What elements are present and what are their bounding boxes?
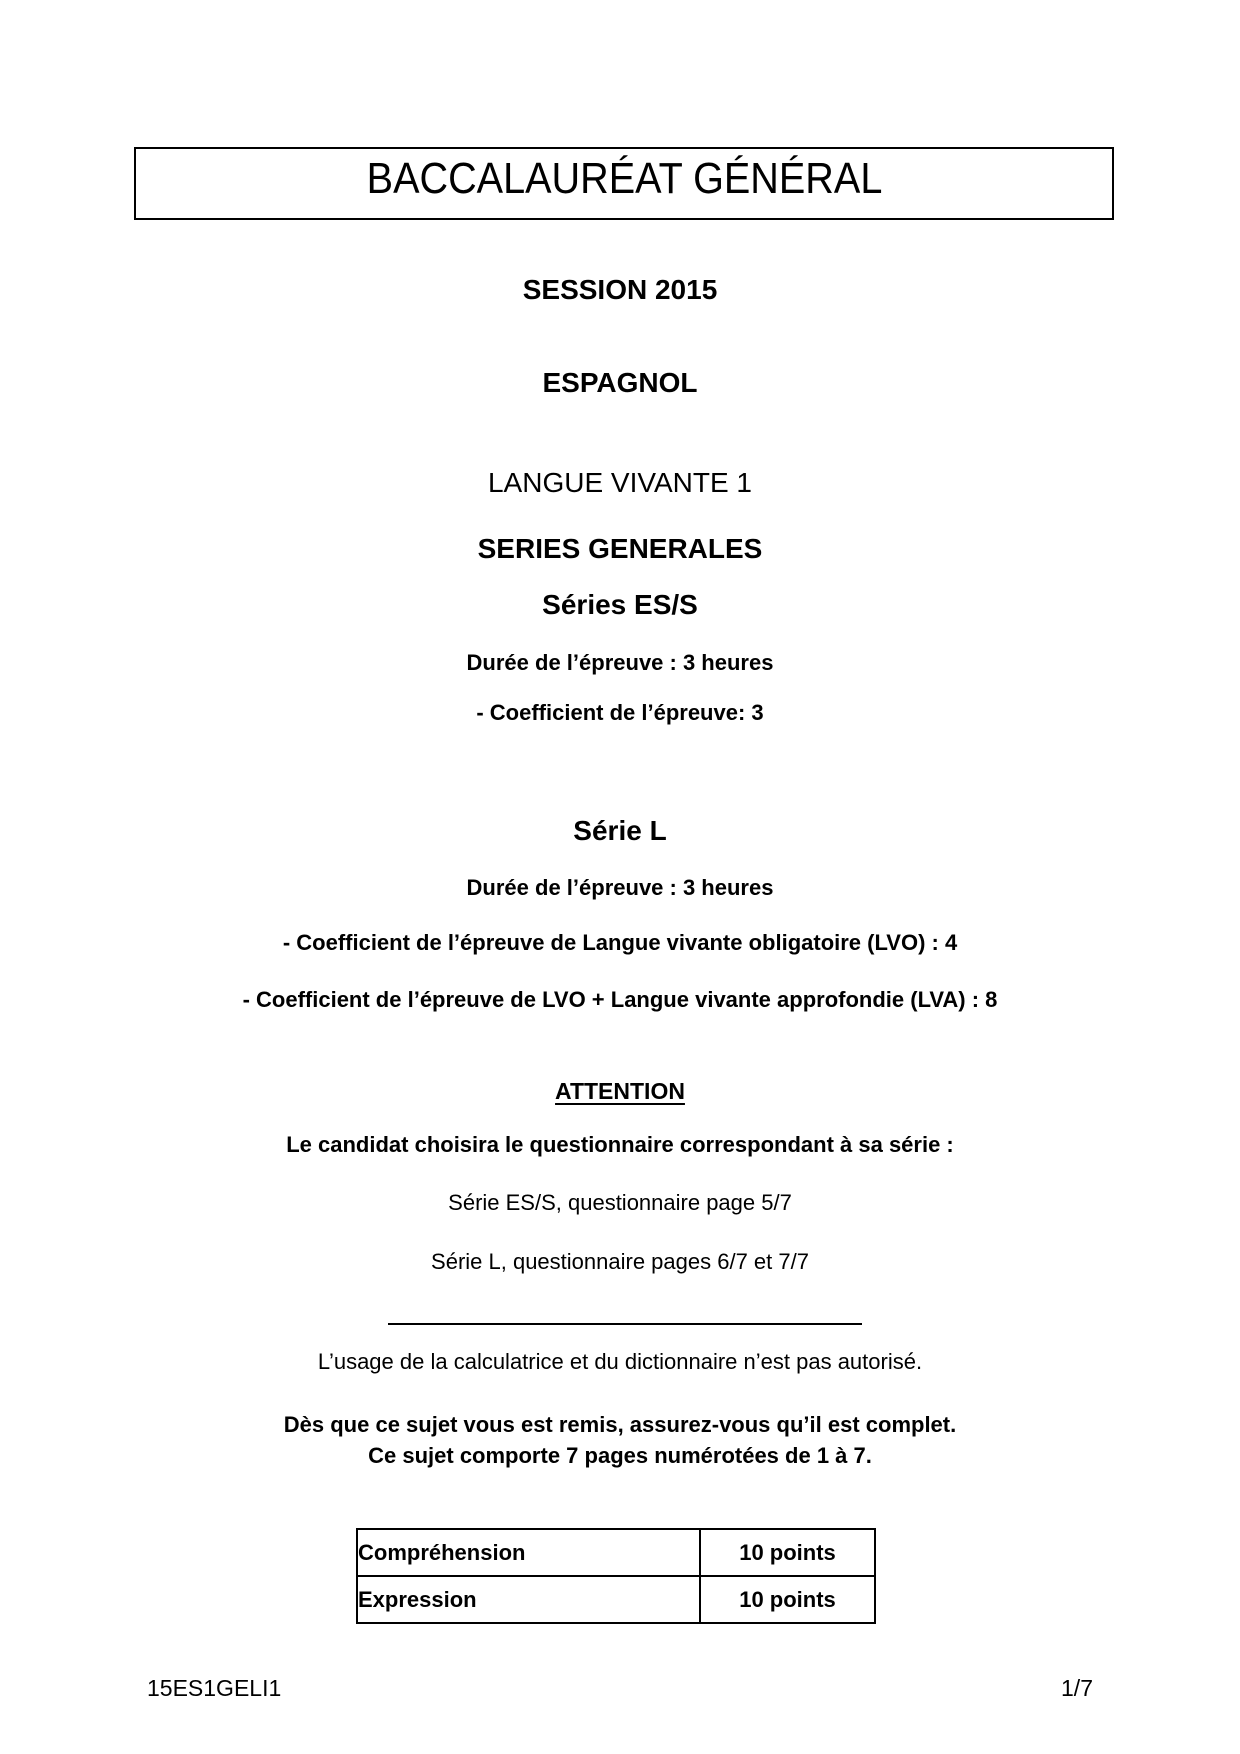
table-row <box>357 1529 875 1576</box>
session-heading: SESSION 2015 <box>522 274 718 305</box>
page-title: BACCALAURÉAT GÉNÉRAL <box>366 153 882 203</box>
serie-l-duration: Durée de l’épreuve : 3 heures <box>466 875 774 900</box>
serie-es-s-questionnaire-pages: Série ES/S, questionnaire page 5/7 <box>448 1190 792 1215</box>
grading-row-comprehension-label: Compréhension <box>357 1529 700 1576</box>
completeness-notice: Dès que ce sujet vous est remis, assurez-vous qu’il est complet. <box>283 1412 957 1437</box>
serie-l-coefficient-lvo: - Coefficient de l’épreuve de Langue vivante obligatoire (LVO) : 4 <box>282 930 958 955</box>
language-level-heading: LANGUE VIVANTE 1 <box>487 467 752 498</box>
series-es-s-coefficient: - Coefficient de l’épreuve: 3 <box>476 700 764 725</box>
page-number: 1/7 <box>1061 1675 1093 1701</box>
series-generales-heading: SERIES GENERALES <box>477 533 763 564</box>
grading-row-expression-points: 10 points <box>700 1576 875 1623</box>
attention-heading-line <box>0 1078 1240 1105</box>
calculator-notice: L’usage de la calculatrice et du dictionnaire n’est pas autorisé. <box>317 1349 923 1374</box>
serie-l-coefficient-lva: - Coefficient de l’épreuve de LVO + Langue vivante approfondie (LVA) : 8 <box>242 987 998 1012</box>
page-count-notice: Ce sujet comporte 7 pages numérotées de 1 à 7. <box>368 1443 872 1468</box>
table-row <box>357 1576 875 1623</box>
grading-row-expression-label: Expression <box>357 1576 700 1623</box>
document-reference: 15ES1GELI1 <box>147 1675 282 1701</box>
attention-instruction: Le candidat choisira le questionnaire correspondant à sa série : <box>286 1132 954 1157</box>
serie-l-heading: Série L <box>573 815 667 846</box>
grading-table <box>356 1528 876 1624</box>
serie-l-questionnaire-pages: Série L, questionnaire pages 6/7 et 7/7 <box>431 1249 809 1274</box>
series-es-s-heading: Séries ES/S <box>542 589 698 620</box>
page-footer <box>147 1674 1093 1702</box>
subject-heading: ESPAGNOL <box>542 367 698 398</box>
series-es-s-duration: Durée de l’épreuve : 3 heures <box>466 650 774 675</box>
grading-row-comprehension-points: 10 points <box>700 1529 875 1576</box>
attention-heading: ATTENTION <box>555 1078 685 1104</box>
separator-line <box>388 1323 862 1325</box>
title-box <box>134 147 1114 220</box>
